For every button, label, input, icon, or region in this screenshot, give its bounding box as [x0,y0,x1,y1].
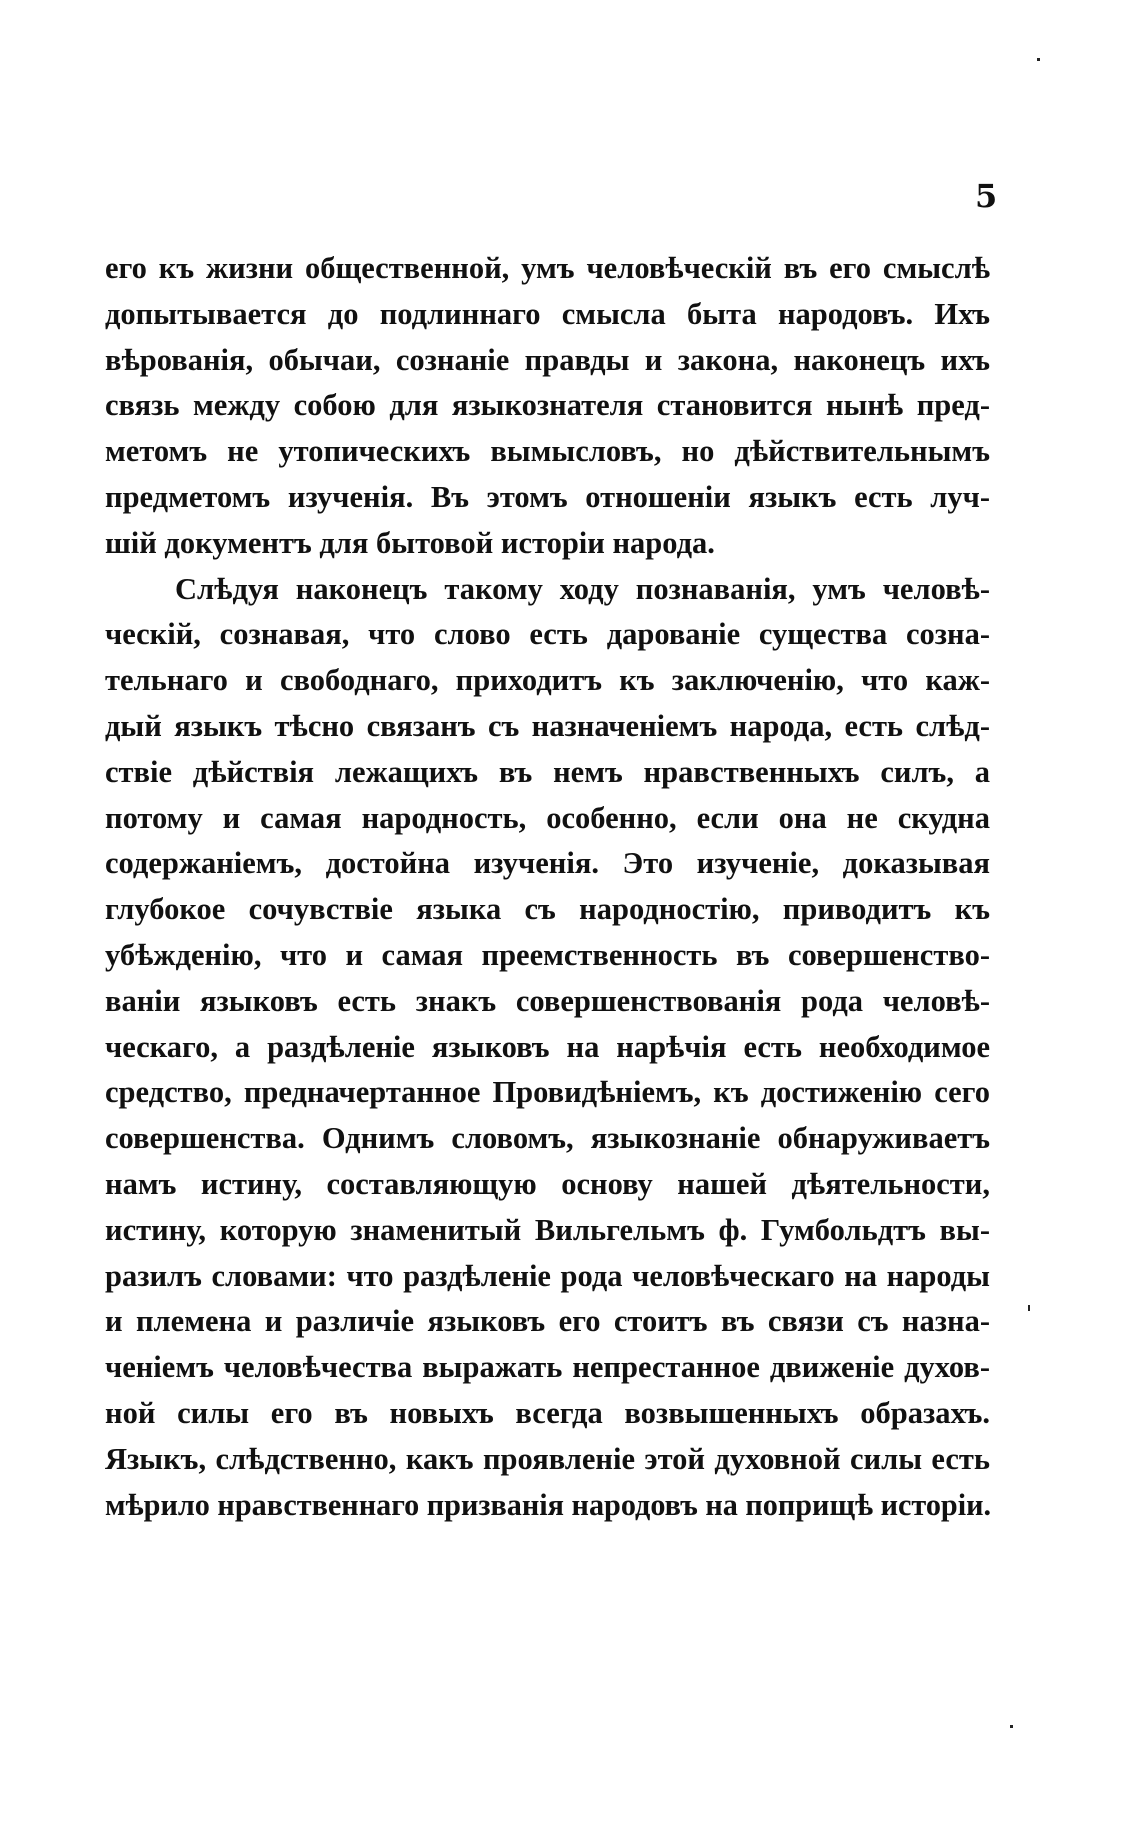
text-line: ной силы его въ новыхъ всегда возвышенныхъ образахъ. [105,1395,990,1430]
text-line: тельнаго и свободнаго, приходитъ къ заключенію, что каж- [105,663,990,698]
text-line: связь между собою для языкознателя становится нынѣ пред- [105,388,990,423]
text-line: глубокое сочувствіе языка съ народностію, приводитъ къ [105,892,990,927]
text-line: разилъ словами: что раздѣленіе рода человѣческаго на народы [105,1258,990,1293]
text-line: Языкъ, слѣдственно, какъ проявленіе этой духовной силы есть [105,1441,990,1476]
text-line: ческій, сознавая, что слово есть дарованіе существа созна- [105,617,990,652]
text-line: истину, которую знаменитый Вильгельмъ ф. Гумбольдтъ вы- [105,1212,990,1247]
text-line: его къ жизни общественной, умъ человѣческій въ его смыслѣ [105,251,990,285]
text-line: убѣжденію, что и самая преемственность въ совершенство- [105,937,990,972]
text-line: шій документъ для бытовой исторіи народа. [105,525,715,560]
text-line: предметомъ изученія. Въ этомъ отношеніи языкъ есть луч- [105,479,990,514]
text-line: метомъ не утопическихъ вымысловъ, но дѣйствительнымъ [105,434,990,469]
text-line: Слѣдуя наконецъ такому ходу познаванія, умъ человѣ- [175,571,990,606]
text-line: средство, предначертанное Провидѣніемъ, къ достиженію сего [105,1075,990,1110]
text-line: ческаго, а раздѣленіе языковъ на нарѣчія есть необходимое [105,1029,990,1064]
text-line: потому и самая народность, особенно, если она не скудна [105,800,990,835]
scan-speck-bottom [1010,1725,1013,1728]
scan-speck-top [1037,58,1040,61]
text-line: и племена и различіе языковъ его стоитъ въ связи съ назна- [105,1304,990,1339]
text-line: вѣрованія, обычаи, сознаніе правды и закона, наконецъ ихъ [105,342,990,377]
text-line: содержаніемъ, достойна изученія. Это изученіе, доказывая [105,846,990,881]
text-line: мѣрило нравственнаго призванія народовъ на поприщѣ исторіи. [105,1487,992,1522]
text-line: дый языкъ тѣсно связанъ съ назначеніемъ народа, есть слѣд- [105,708,990,743]
text-line: совершенства. Однимъ словомъ, языкознаніе обнаруживаетъ [105,1121,990,1156]
text-line: ствіе дѣйствія лежащихъ въ немъ нравственныхъ силъ, а [105,754,990,789]
scan-speck-right [1028,1305,1030,1311]
page-number: 5 [975,177,998,215]
text-line: ваніи языковъ есть знакъ совершенствованія рода человѣ- [105,983,990,1018]
text-line: намъ истину, составляющую основу нашей дѣятельности, [105,1166,990,1201]
text-line: допытывается до подлиннаго смысла быта народовъ. Ихъ [105,296,990,331]
body-text [105,246,990,1528]
text-line: ченіемъ человѣчества выражать непрестанное движеніе духов- [105,1350,990,1385]
